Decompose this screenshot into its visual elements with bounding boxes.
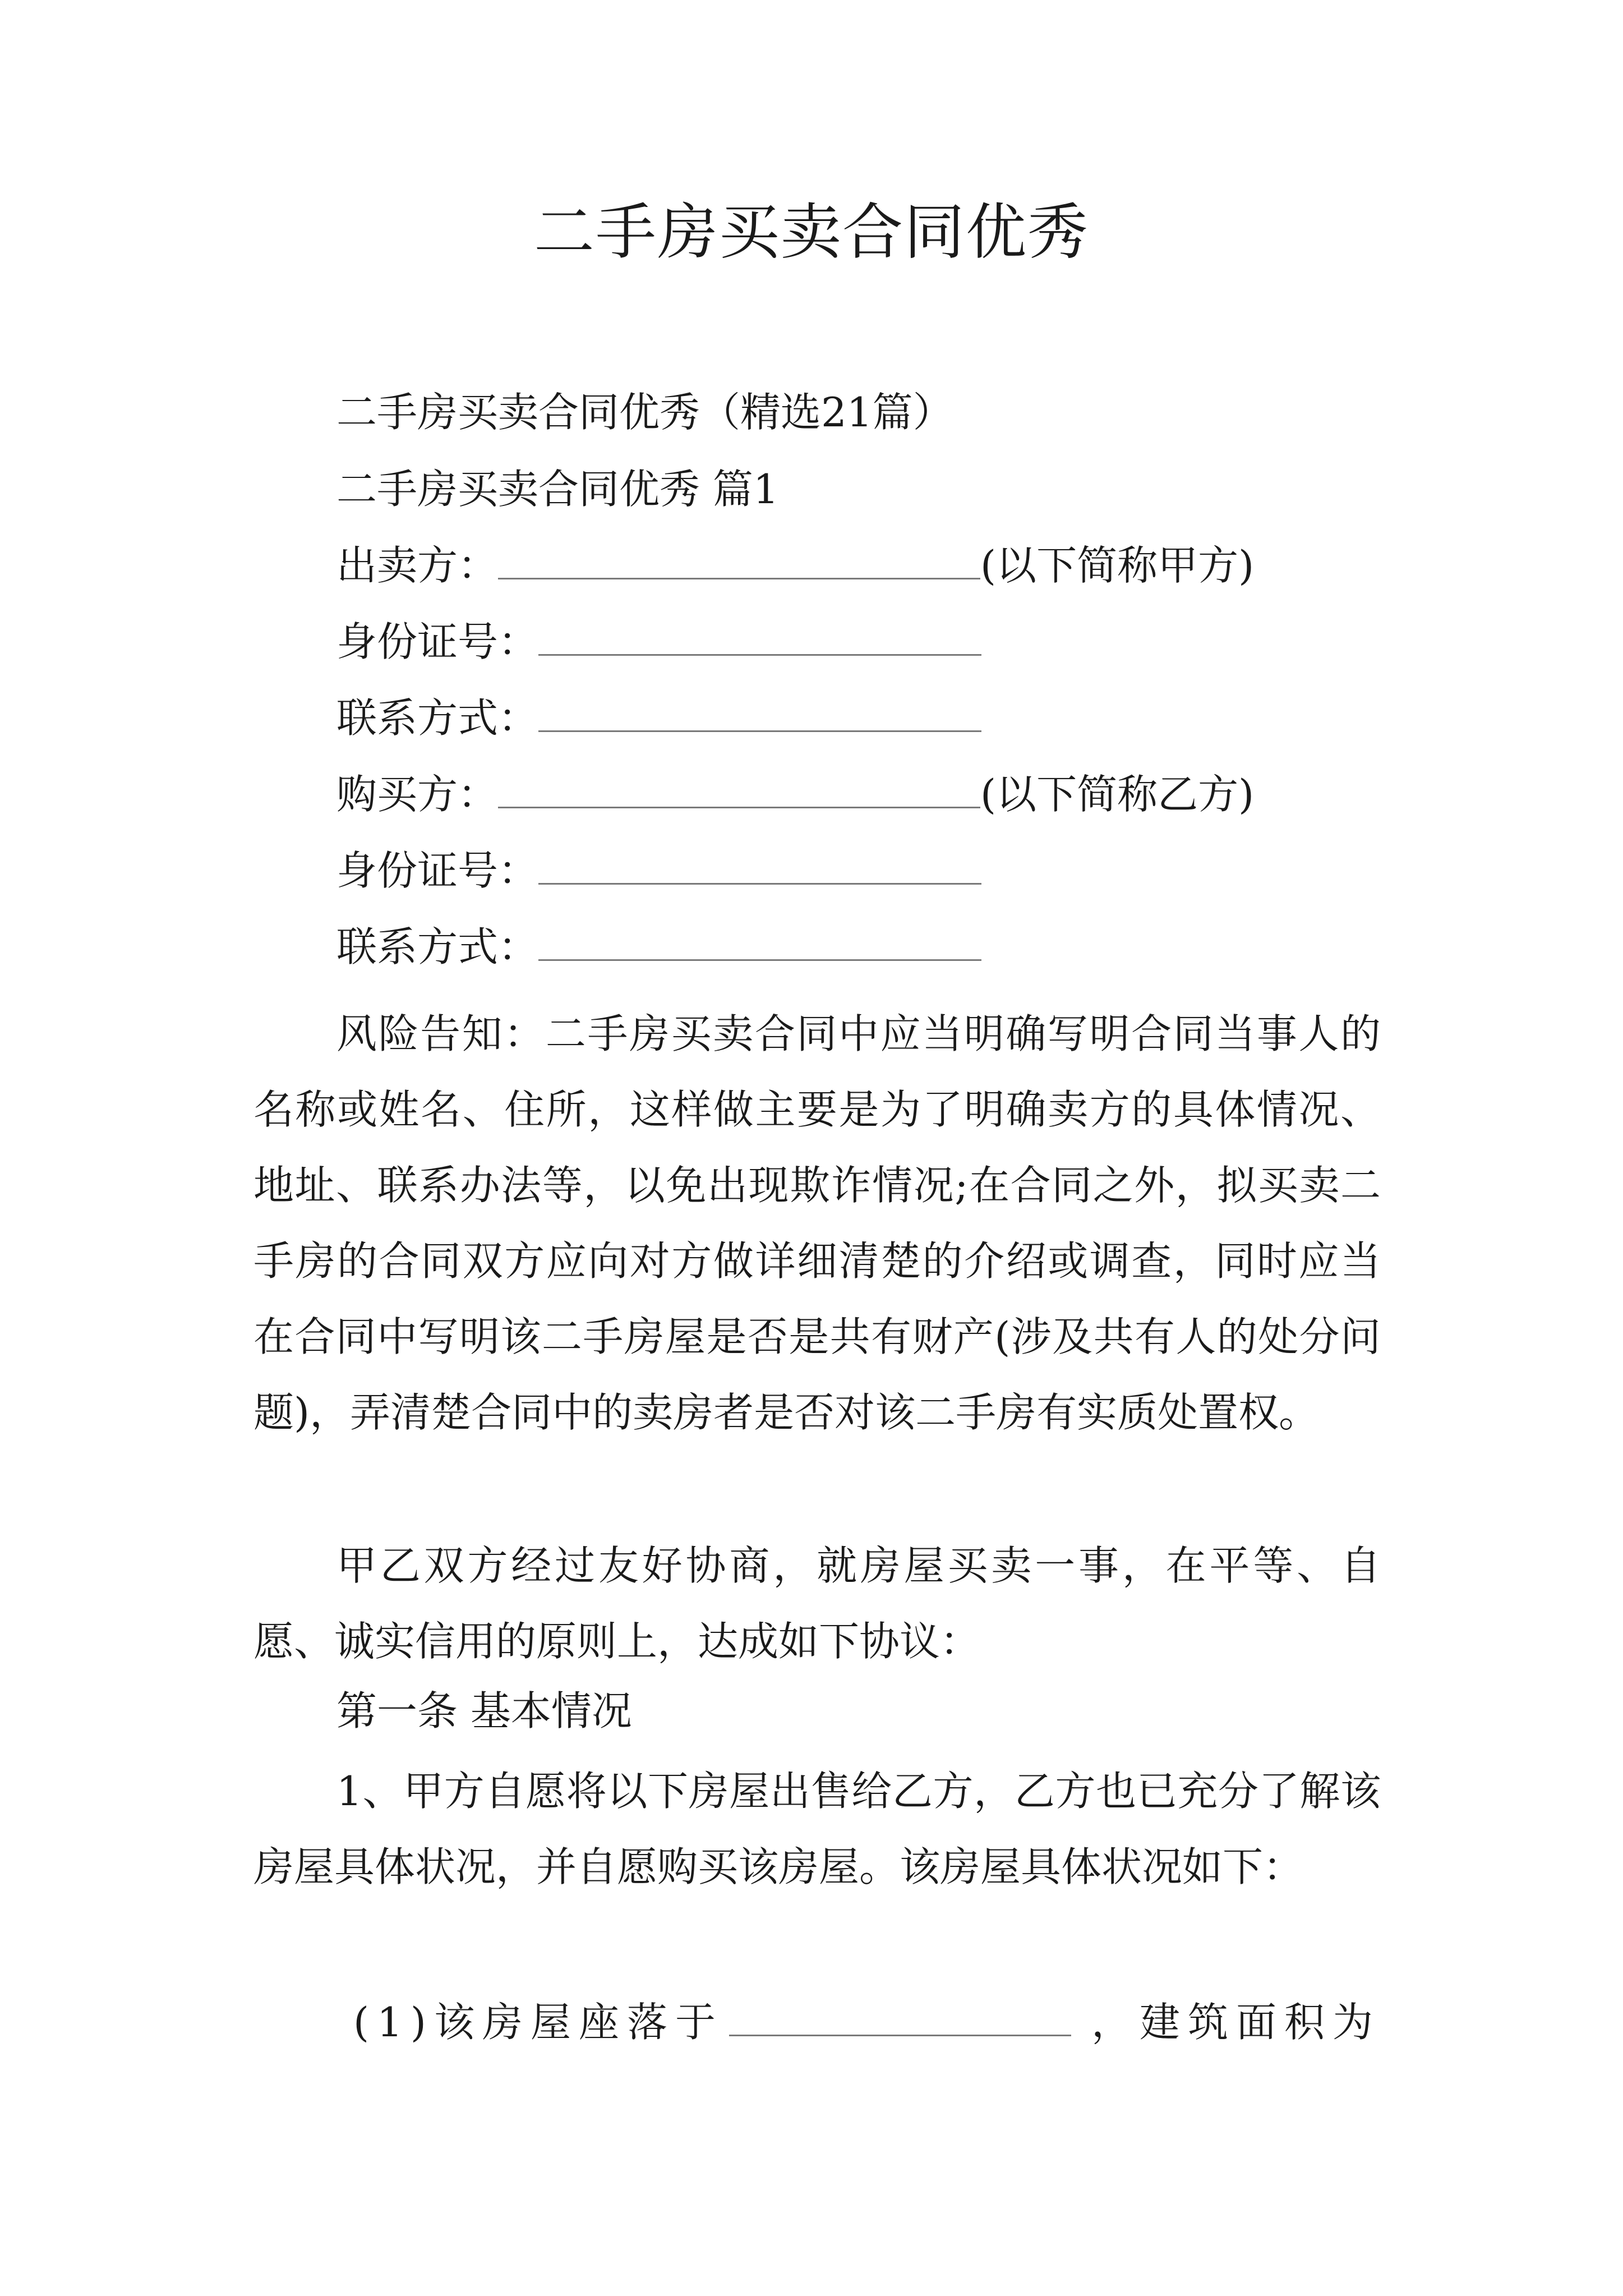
document-title: 二手房买卖合同优秀 [533, 197, 1089, 268]
buyer-contact-line [336, 919, 981, 975]
buyer-line [336, 766, 1254, 822]
item1-suffix: ，建筑面积为 [1091, 1999, 1381, 2046]
seller-line [336, 537, 1254, 593]
item1-location-blank [729, 1995, 1071, 2036]
buyer-name-blank [498, 767, 980, 808]
seller-id-line [336, 614, 981, 670]
section-heading: 二手房买卖合同优秀 篇1 [336, 466, 779, 513]
article1-paragraph: 1、甲方自愿将以下房屋出售给乙方，乙方也已充分了解该房屋具体状况，并自愿购买该房屋。该房屋具体状况如下： [253, 1768, 1381, 1890]
seller-label: 出卖方： [336, 542, 499, 589]
seller-name-blank [498, 539, 980, 579]
article1-heading: 第一条 基本情况 [336, 1687, 632, 1734]
seller-contact-blank [538, 691, 981, 732]
item1-line [353, 1994, 1381, 2050]
buyer-label: 购买方： [336, 771, 499, 818]
buyer-id-label: 身份证号： [336, 847, 539, 894]
buyer-contact-label: 联系方式： [336, 923, 539, 970]
agreement-intro-paragraph: 甲乙双方经过友好协商，就房屋买卖一事，在平等、自愿、诚实信用的原则上，达成如下协议： [253, 1542, 1381, 1665]
seller-contact-label: 联系方式： [336, 694, 539, 742]
risk-notice-paragraph: 风险告知：二手房买卖合同中应当明确写明合同当事人的名称或姓名、住所，这样做主要是为了明确卖方的具体情况、地址、联系办法等，以免出现欺诈情况;在合同之外，拟买卖二手房的合同双方应向对方做详细清楚的介绍或调查，同时应当在合同中写明该二手房屋是否是共有财产(涉及共有人的处分问题)，弄清楚合同中的卖房者是否对该二手房有实质处置权。 [253, 1010, 1381, 1436]
seller-contact-line [336, 690, 981, 746]
document-subtitle: 二手房买卖合同优秀（精选21篇） [336, 389, 953, 436]
seller-suffix: (以下简称甲方) [980, 542, 1255, 589]
buyer-contact-blank [538, 920, 981, 961]
seller-id-label: 身份证号： [336, 618, 539, 665]
buyer-id-blank [538, 844, 981, 885]
item1-prefix: (1)该房屋座落于 [353, 1999, 723, 2046]
buyer-suffix: (以下简称乙方) [980, 771, 1255, 818]
buyer-id-line [336, 843, 981, 899]
seller-id-blank [538, 615, 981, 656]
